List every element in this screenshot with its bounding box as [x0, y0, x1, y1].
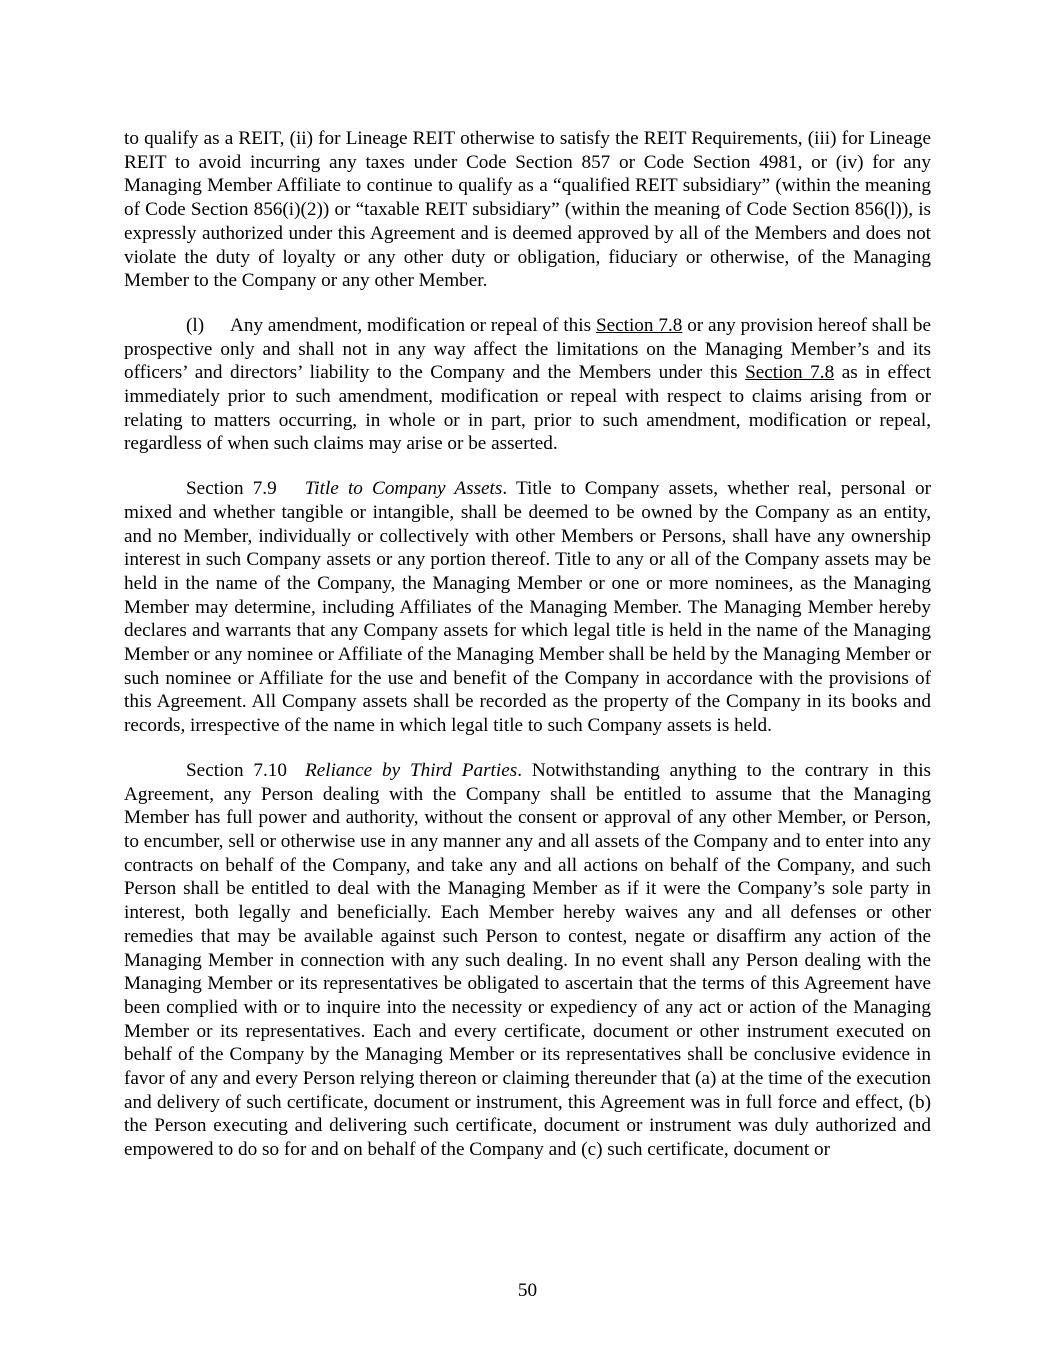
section-7-9-number: Section 7.9 — [186, 478, 277, 500]
document-page — [124, 127, 931, 1183]
section-7-9-heading: Title to Company Assets — [304, 478, 503, 500]
section-7-10-heading: Reliance by Third Parties — [305, 759, 518, 781]
section-7-9 — [124, 477, 931, 738]
section-7-10 — [124, 759, 931, 1162]
page-number: 50 — [517, 1280, 538, 1301]
paragraph-l-text-3: as in effect immediately prior to such amendment, modification or repeal with respect to claims arising from or relating to matters occurring, in whole or in part, prior to such amendment, modification or repeal, regardless of when such claims may arise or be asserted. — [124, 362, 931, 455]
section-7-9-body: . Title to Company assets, whether real, personal or mixed and whether tangible or intangible, shall be deemed to be owned by the Company as an entity, and no Member, individually or collectively with other Members or Persons, shall have any ownership interest in such Company assets or any portion thereof. Title to any or all of the Company assets may be held in the name of the Company, the Managing Member or one or more nominees, as the Managing Member may determine, including Affiliates of the Managing Member. The Managing Member hereby declares and warrants that any Company assets for which legal title is held in the name of the Managing Member or any nominee or Affiliate of the Managing Member shall be held by the Managing Member or such nominee or Affiliate for the use and benefit of the Company in accordance with the provisions of this Agreement. All Company assets shall be recorded as the property of the Company in its books and records, irrespective of the name in which legal title to such Company assets is held. — [124, 478, 931, 737]
paragraph-l-text-1: Any amendment, modification or repeal of this — [230, 314, 596, 336]
section-7-10-body: . Notwithstanding anything to the contrary in this Agreement, any Person dealing with the Company shall be entitled to assume that the Managing Member has full power and authority, without the consent or approval of any other Member, or Person, to encumber, sell or otherwise use in any manner any and all assets of the Company and to enter into any contracts on behalf of the Company, and take any and all actions on behalf of the Company, and such Person shall be entitled to deal with the Managing Member as if it were the Company’s sole party in interest, both legally and beneficially. Each Member hereby waives any and all defenses or other remedies that may be available against such Person to contest, negate or disaffirm any action of the Managing Member in connection with any such dealing. In no event shall any Person dealing with the Managing Member or its representatives be obligated to ascertain that the terms of this Agreement have been complied with or to inquire into the necessity or expediency of any act or action of the Managing Member or its representatives. Each and every certificate, document or other instrument executed on behalf of the Company by the Managing Member or its representatives shall be conclusive evidence in favor of any and every Person relying thereon or claiming thereunder that (a) at the time of the execution and delivery of such certificate, document or instrument, this Agreement was in full force and effect, (b) the Person executing and delivering such certificate, document or instrument was duly authorized and empowered to do so for and on behalf of the Company and (c) such certificate, document or — [124, 759, 931, 1161]
section-7-8-reference-2: Section 7.8 — [745, 362, 835, 384]
continuation-text: to qualify as a REIT, (ii) for Lineage REIT otherwise to satisfy the REIT Requirements, (iii) for Lineage REIT to avoid incurring any taxes under Code Section 857 or Code Section 4981, or (iv) for any Managing Member Affiliate to continue to qualify as a “qualified REIT subsidiary” (within the meaning of Code Section 856(i)(2)) or “taxable REIT subsidiary” (within the meaning of Code Section 856(l)), is expressly authorized under this Agreement and is deemed approved by all of the Members and does not violate the duty of loyalty or any other duty or obligation, fiduciary or otherwise, of the Managing Member to the Company or any other Member. — [124, 128, 931, 292]
paragraph-l-text-2: or any provision hereof shall be prospective only and shall not in any way affect the limitations on the Managing Member’s and its officers’ and directors’ liability to the Company and the Members under this — [124, 314, 931, 384]
section-7-8-reference-1: Section 7.8 — [595, 314, 683, 336]
paragraph-l — [124, 314, 931, 456]
section-7-10-number: Section 7.10 — [186, 759, 287, 781]
continuation-paragraph — [124, 127, 931, 293]
paragraph-l-label: (l) — [186, 314, 205, 336]
